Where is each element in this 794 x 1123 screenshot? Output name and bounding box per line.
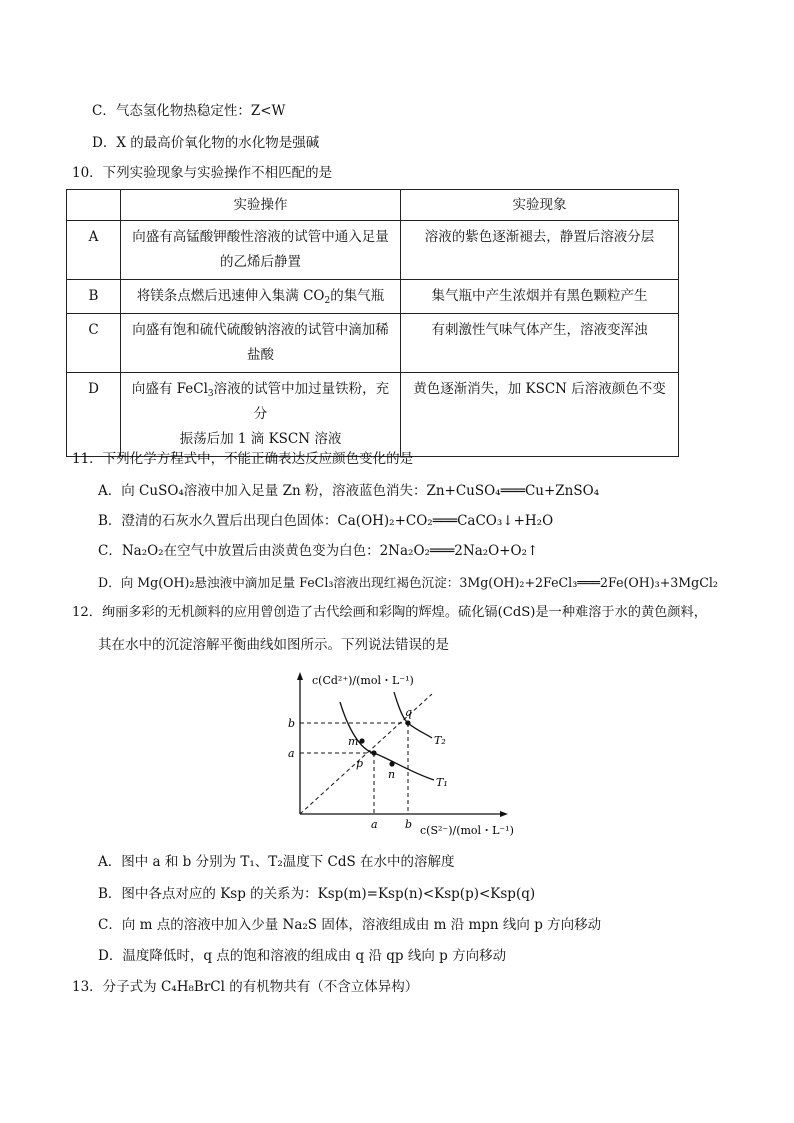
op-sub: 3	[207, 389, 214, 399]
row-phenomenon: 集气瓶中产生浓烟并有黑色颗粒产生	[401, 280, 679, 314]
q9-option-d: D．X 的最高价氧化物的水化物是强碱	[92, 135, 320, 151]
table-header-row	[67, 190, 679, 221]
q12-stem-line2: 其在水中的沉淀溶解平衡曲线如图所示。下列说法错误的是	[98, 637, 449, 653]
label-p: p	[356, 757, 364, 770]
q11-option-b: B．澄清的石灰水久置后出现白色固体：Ca(OH)₂+CO₂═══CaCO₃↓+H₂O	[98, 513, 554, 529]
row-operation	[121, 280, 401, 314]
op-line1: 向盛有饱和硫代硫酸钠溶液的试管中滴加稀	[132, 322, 389, 338]
q12-option-a: A．图中 a 和 b 分别为 T₁、T₂温度下 CdS 在水中的溶解度	[98, 854, 455, 870]
point-p	[371, 750, 376, 755]
row-phenomenon: 溶液的紫色逐渐褪去，静置后溶液分层	[401, 221, 679, 280]
row-phenomenon: 黄色逐渐消失，加 KSCN 后溶液颜色不变	[401, 373, 679, 457]
op-text: 溶液的试管中加过量铁粉，充分	[213, 381, 390, 422]
point-q	[405, 720, 410, 725]
row-label: C	[67, 314, 121, 373]
q13-stem: 13．分子式为 C₄H₈BrCl 的有机物共有（不含立体异构）	[72, 979, 419, 995]
row-operation	[121, 373, 401, 457]
q12-option-b: B．图中各点对应的 Ksp 的关系为：Ksp(m)=Ksp(n)<Ksp(p)<Ksp(q)	[98, 886, 536, 902]
op-line2: 的乙烯后静置	[220, 254, 301, 270]
row-label: D	[67, 373, 121, 457]
point-n	[389, 761, 394, 766]
q10-stem: 10．下列实验现象与实验操作不相匹配的是	[72, 165, 333, 181]
op-line1: 向盛有高锰酸钾酸性溶液的试管中通入足量	[132, 229, 389, 245]
y-tick-a: a	[288, 747, 295, 760]
q11-option-d: D．向 Mg(OH)₂悬浊液中滴加足量 FeCl₃溶液出现红褐色沉淀：3Mg(OH)₂+2FeCl₃═══2Fe(OH)₃+3MgCl₂	[98, 575, 718, 590]
header-operation: 实验操作	[121, 190, 401, 221]
q11-option-c: C．Na₂O₂在空气中放置后由淡黄色变为白色：2Na₂O₂═══2Na₂O+O₂↑	[98, 543, 539, 559]
solubility-graph	[284, 668, 514, 840]
q11-stem: 11．下列化学方程式中，不能正确表达反应颜色变化的是	[72, 451, 414, 467]
label-n: n	[388, 768, 396, 781]
x-tick-b: b	[405, 818, 413, 831]
op-sub: 2	[324, 296, 331, 306]
table-row	[67, 314, 679, 373]
x-axis-arrow-icon	[500, 811, 508, 817]
op-line2: 振荡后加 1 滴 KSCN 溶液	[179, 431, 342, 447]
header-empty	[67, 190, 121, 221]
q12-option-c: C．向 m 点的溶液中加入少量 Na₂S 固体，溶液组成由 m 沿 mpn 线向 p 方向移动	[98, 917, 602, 933]
q11-option-a: A．向 CuSO₄溶液中加入足量 Zn 粉，溶液蓝色消失：Zn+CuSO₄═══Cu+ZnSO₄	[98, 483, 600, 499]
table-row	[67, 280, 679, 314]
row-phenomenon: 有刺激性气味气体产生，溶液变浑浊	[401, 314, 679, 373]
y-tick-b: b	[288, 717, 296, 730]
row-operation	[121, 314, 401, 373]
label-m: m	[348, 735, 359, 748]
op-text: 的集气瓶	[330, 288, 385, 304]
label-t2: T₂	[434, 734, 446, 747]
point-m	[359, 738, 364, 743]
q10-table	[66, 189, 679, 457]
label-t1: T₁	[436, 776, 448, 789]
row-label: B	[67, 280, 121, 314]
op-text: 向盛有 FeCl	[131, 381, 208, 397]
q9-option-c: C．气态氢化物热稳定性：Z<W	[92, 103, 286, 119]
label-q: q	[405, 706, 413, 719]
table-row	[67, 373, 679, 457]
q12-option-d: D．温度降低时，q 点的饱和溶液的组成由 q 沿 qp 线向 p 方向移动	[98, 948, 507, 964]
header-phenomenon: 实验现象	[401, 190, 679, 221]
op-text: 将镁条点燃后迅速伸入集满 CO	[136, 288, 325, 304]
q12-stem-line1: 12．绚丽多彩的无机颜料的应用曾创造了古代绘画和彩陶的辉煌。硫化镉(CdS)是一种难溶于水的黄色颜料，	[72, 605, 707, 620]
y-axis-label: c(Cd²⁺)/(mol・L⁻¹)	[312, 674, 414, 687]
y-axis-arrow-icon	[297, 672, 303, 680]
table-row	[67, 221, 679, 280]
row-operation	[121, 221, 401, 280]
diagonal-line	[300, 694, 432, 814]
x-axis-label: c(S²⁻)/(mol・L⁻¹)	[420, 824, 514, 837]
row-label: A	[67, 221, 121, 280]
op-line2: 盐酸	[247, 347, 274, 363]
x-tick-a: a	[371, 818, 378, 831]
